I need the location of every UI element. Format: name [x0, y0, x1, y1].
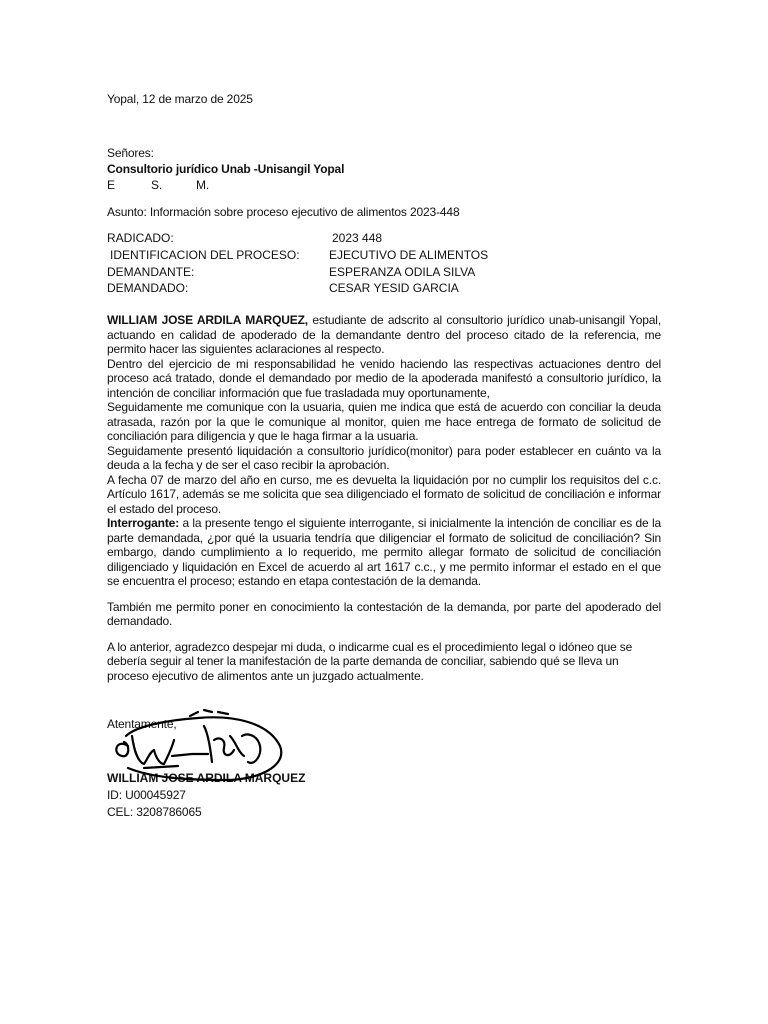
case-row: [107, 264, 661, 281]
question-label: Interrogante:: [107, 516, 180, 530]
esm-s: S.: [151, 178, 163, 192]
paragraph-communication: Seguidamente me comunique con la usuaria, quien me indica que está de acuerdo con conciliar la deuda atrasada, razón por la que le comunique al monitor, quien me hace entrega de formato de solicitud de conciliación para diligencia y que le haga firmar a la usuaria.: [107, 400, 661, 443]
case-value: ESPERANZA ODILA SILVA: [329, 264, 476, 279]
case-row: [107, 230, 661, 247]
case-row: [107, 247, 661, 264]
case-label: DEMANDADO:: [107, 281, 189, 296]
paragraph-returned: A fecha 07 de marzo del año en curso, me es devuelta la liquidación por no cumplir los requisitos del c.c. Artículo 1617, además se me solicita que sea diligenciado el formato de solicitud de conciliación e informar el estado del proceso.: [107, 472, 661, 516]
recipient: Consultorio jurídico Unab -Unisangil Yopal: [107, 162, 345, 176]
subject-line: Asunto: Información sobre proceso ejecutivo de alimentos 2023-448: [107, 205, 460, 219]
paragraph-liquidation: Seguidamente presentó liquidación a consultorio jurídico(monitor) para poder establecer en cuánto va la deuda a la fecha y de ser el caso recibir la aprobación.: [107, 443, 661, 472]
paragraph-responsibility: Dentro del ejercicio de mi responsabilidad he venido haciendo las respectivas actuaciones dentro del proceso acá tratado, donde el demandado por medio de la apoderada manifestó a consultorio jurídico, la intención de conciliar información que fue trasladada muy oportunamente,: [107, 356, 661, 400]
case-value: 2023 448: [332, 231, 383, 245]
case-value: CESAR YESID GARCIA: [329, 281, 459, 296]
paragraph-response: También me permito poner en conocimiento la contestación de la demanda, por parte del apoderado del demandado.: [107, 599, 661, 628]
paragraph-question: [107, 516, 661, 589]
question-text: a la presente tengo el siguiente interrogante, si inicialmente la intención de conciliar es de la parte demandada, ¿por qué la usuaria tendría que diligenciar el formato de solicitud de conciliación? Sin embargo, dando cumplimiento a lo requerido, me permito allegar formato de solicitud de conciliación diligenciado y liquidación en Excel de acuerdo al art 1617 c.c., y me permito informar el estado en el que se encuentra el proceso; estando en etapa contestación de la demanda.: [107, 516, 661, 588]
case-label: RADICADO:: [107, 231, 174, 245]
closing-line: Atentamente,: [107, 717, 177, 731]
case-table: [107, 230, 661, 297]
case-value: EJECUTIVO DE ALIMENTOS: [329, 247, 489, 262]
author-name-bold: WILLIAM JOSE ARDILA MARQUEZ,: [107, 313, 308, 327]
esm-e: E: [107, 178, 115, 192]
case-label: IDENTIFICACION DEL PROCESO:: [110, 247, 300, 262]
signer-id: ID: U00045927: [107, 788, 186, 802]
signer-cel: CEL: 3208786065: [107, 805, 202, 819]
paragraph-request: A lo anterior, agradezco despejar mi duda, o indicarme cual es el procedimiento legal o idóneo que se debería seguir al tener la manifestación de la parte demanda de conciliar, sabiendo qué se lleva un proceso ejecutivo de alimentos ante un juzgado actualmente.: [107, 639, 633, 683]
case-row: [107, 280, 661, 297]
signer-name: WILLIAM JOSE ARDILA MARQUEZ: [107, 771, 306, 785]
body-paragraphs: [107, 313, 661, 683]
esm-m: M.: [196, 178, 210, 192]
salutation: Señores:: [107, 146, 154, 160]
date-line: Yopal, 12 de marzo de 2025: [107, 92, 253, 106]
paragraph-intro-text: estudiante de adscrito al consultorio jurídico unab-unisangil Yopal, actuando en calidad de apoderado de la demandante dentro del proceso citado de la referencia, me permito hacer las siguientes aclaraciones al respecto.: [107, 313, 661, 356]
esm-line: [107, 178, 661, 193]
case-label: DEMANDANTE:: [107, 264, 195, 279]
paragraph-intro: [107, 313, 661, 357]
